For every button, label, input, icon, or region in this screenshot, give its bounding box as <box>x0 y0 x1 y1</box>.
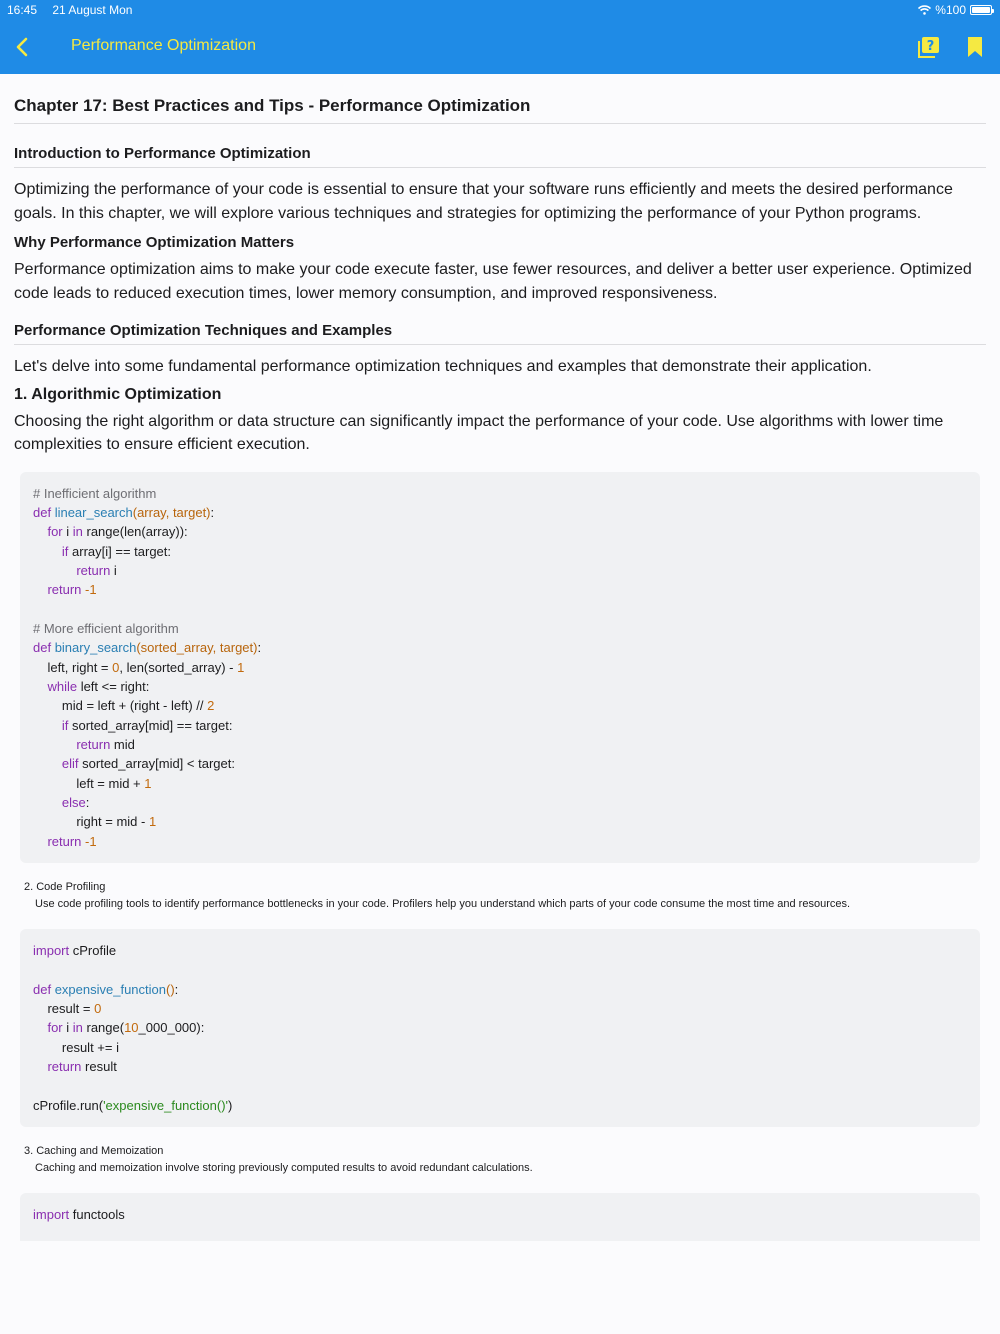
code-line <box>33 1057 967 1076</box>
code-token <box>33 737 76 752</box>
nav-title: Performance Optimization <box>71 37 256 54</box>
intro-paragraph: Optimizing the performance of your code is essential to ensure that your software runs efficiently and meets the desired performance goals. In this chapter, we will explore various techniques and strategies for optimizing the performance of your Python programs. <box>14 181 953 222</box>
code-token: import <box>33 1207 70 1223</box>
code-token <box>33 563 76 578</box>
code-line <box>33 542 967 561</box>
code-token: : <box>257 640 262 656</box>
code-line <box>33 561 967 580</box>
code-token <box>33 544 62 559</box>
techniques-heading: Performance Optimization Techniques and Examples <box>14 322 986 345</box>
code-token: return <box>76 562 111 578</box>
code-token: binary_search <box>54 640 137 656</box>
code-token: 1 <box>237 659 245 675</box>
code-token: else <box>61 795 86 810</box>
code-token: i <box>110 562 117 578</box>
code-token: array[i] == target: <box>68 543 172 559</box>
code-token: sorted_array[mid] == target: <box>68 717 233 733</box>
code-token: : <box>174 981 179 997</box>
code-token: right = mid - <box>33 814 149 830</box>
code-token: # More efficient algorithm <box>33 620 179 636</box>
code-token: 1 <box>144 775 152 791</box>
code-token: return <box>76 736 111 752</box>
techniques-paragraph: Let's delve into some fundamental performance optimization techniques and examples that demonstrate their application. <box>14 358 872 375</box>
code-line <box>33 941 967 960</box>
code-token <box>33 1059 47 1074</box>
code-token: 'expensive_function()' <box>103 1097 228 1113</box>
code-line <box>33 522 967 541</box>
code-token <box>33 582 47 597</box>
code-token: if <box>61 543 69 559</box>
quiz-icon[interactable] <box>918 36 940 58</box>
code-line <box>33 960 967 979</box>
code-line <box>33 1018 967 1037</box>
intro-heading: Introduction to Performance Optimization <box>14 145 986 168</box>
code-block-caching <box>20 1193 980 1241</box>
code-token: left = mid + <box>33 775 145 791</box>
code-line <box>33 1076 967 1095</box>
status-bar <box>0 0 1000 20</box>
code-token: sorted_array[mid] < target: <box>78 756 235 772</box>
code-line <box>33 812 967 831</box>
code-token: return <box>47 833 82 849</box>
code-token: for <box>47 524 63 540</box>
code-token: range(len(array)): <box>82 524 188 540</box>
code-token: in <box>72 524 83 540</box>
battery-percent: %100 <box>935 3 966 17</box>
code-line <box>33 677 967 696</box>
code-line <box>33 619 967 638</box>
code-line <box>33 832 967 851</box>
code-token: i <box>62 1020 73 1036</box>
code-token: def <box>33 504 55 520</box>
code-token: mid <box>110 736 135 752</box>
code-token: range( <box>82 1020 125 1036</box>
code-token: # Inefficient algorithm <box>33 485 157 501</box>
status-date: 21 August Mon <box>52 3 133 17</box>
code-token: def <box>33 640 55 656</box>
code-token: for <box>47 1020 63 1036</box>
battery-icon <box>970 5 992 15</box>
code-token: (array, target) <box>132 504 211 520</box>
code-line <box>33 638 967 657</box>
nav-bar <box>0 20 1000 74</box>
code-token: in <box>72 1020 83 1036</box>
code-token: return <box>47 1059 82 1075</box>
code-token: () <box>166 981 175 997</box>
code-block-algorithm <box>20 472 980 864</box>
code-token <box>33 1020 47 1035</box>
code-line <box>33 735 967 754</box>
code-line <box>33 580 967 599</box>
chevron-left-icon[interactable] <box>12 35 34 59</box>
algo-paragraph: Choosing the right algorithm or data structure can significantly impact the performance of your code. Use algorithms with lower time complexities to ensure efficient execution. <box>14 412 944 453</box>
code-token: : <box>210 504 215 520</box>
code-token: 10 <box>124 1020 139 1036</box>
code-token <box>33 718 62 733</box>
code-line <box>33 1096 967 1115</box>
code-token: , len(sorted_array) - <box>119 659 238 675</box>
code-token: i <box>62 524 73 540</box>
status-time: 16:45 <box>7 3 38 17</box>
code-token: left, right = <box>33 659 113 675</box>
chapter-title: Chapter 17: Best Practices and Tips - Performance Optimization <box>14 96 986 124</box>
code-line <box>33 1038 967 1057</box>
why-heading: Why Performance Optimization Matters <box>14 234 295 251</box>
code-token: functools <box>69 1207 125 1223</box>
code-line <box>33 600 967 619</box>
wifi-icon <box>918 5 931 15</box>
caching-heading: 3. Caching and Memoization <box>24 1145 164 1158</box>
code-line <box>33 980 967 999</box>
code-token: result <box>81 1059 117 1075</box>
code-token: 2 <box>207 698 215 714</box>
code-line <box>33 793 967 812</box>
code-token <box>33 756 62 771</box>
bookmark-icon[interactable] <box>966 36 984 58</box>
code-block-profiling <box>20 929 980 1127</box>
code-line <box>33 658 967 677</box>
code-token: : <box>85 795 90 810</box>
code-line <box>33 503 967 522</box>
code-token: if <box>61 717 69 733</box>
code-token: -1 <box>85 833 97 849</box>
code-token <box>33 834 47 849</box>
code-token: mid = left + (right - left) // <box>33 698 208 714</box>
svg-text:?: ? <box>926 39 935 54</box>
why-paragraph: Performance optimization aims to make your code execute faster, use fewer resources, and deliver a better user experience. Optimized code leads to reduced execution times, lower memory consumption, and improved responsiveness. <box>14 261 972 302</box>
code-token: cProfile.run( <box>33 1097 104 1113</box>
code-token: result += i <box>33 1039 119 1055</box>
code-token <box>33 795 62 810</box>
code-token <box>33 679 47 694</box>
code-token: import <box>33 943 70 959</box>
code-line <box>33 754 967 773</box>
code-token: elif <box>61 756 79 772</box>
code-line <box>33 774 967 793</box>
code-token: def <box>33 981 55 997</box>
code-line <box>33 716 967 735</box>
code-token: -1 <box>85 582 97 598</box>
algo-heading: 1. Algorithmic Optimization <box>14 385 222 403</box>
code-token: (sorted_array, target) <box>136 640 258 656</box>
code-token: expensive_function <box>54 981 166 997</box>
profiling-heading: 2. Code Profiling <box>24 881 106 894</box>
code-token: left <= right: <box>77 678 150 694</box>
code-token: 0 <box>112 659 120 675</box>
article <box>14 96 986 1241</box>
code-token: 0 <box>94 1001 102 1017</box>
code-token: result = <box>33 1001 95 1017</box>
caching-paragraph: Caching and memoization involve storing previously computed results to avoid redundant calculations. <box>35 1162 533 1175</box>
profiling-paragraph: Use code profiling tools to identify performance bottlenecks in your code. Profilers help you understand which parts of your code consume the most time and resources. <box>35 898 851 911</box>
code-token: ) <box>228 1097 233 1113</box>
code-token: _000_000): <box>138 1020 205 1036</box>
code-line <box>33 484 967 503</box>
code-line <box>33 1205 967 1224</box>
code-token: cProfile <box>69 943 117 959</box>
code-token: return <box>47 582 82 598</box>
code-token: 1 <box>148 814 157 830</box>
code-line <box>33 999 967 1018</box>
code-token: linear_search <box>54 504 133 520</box>
code-token <box>33 524 47 539</box>
code-line <box>33 696 967 715</box>
code-token: while <box>47 678 78 694</box>
